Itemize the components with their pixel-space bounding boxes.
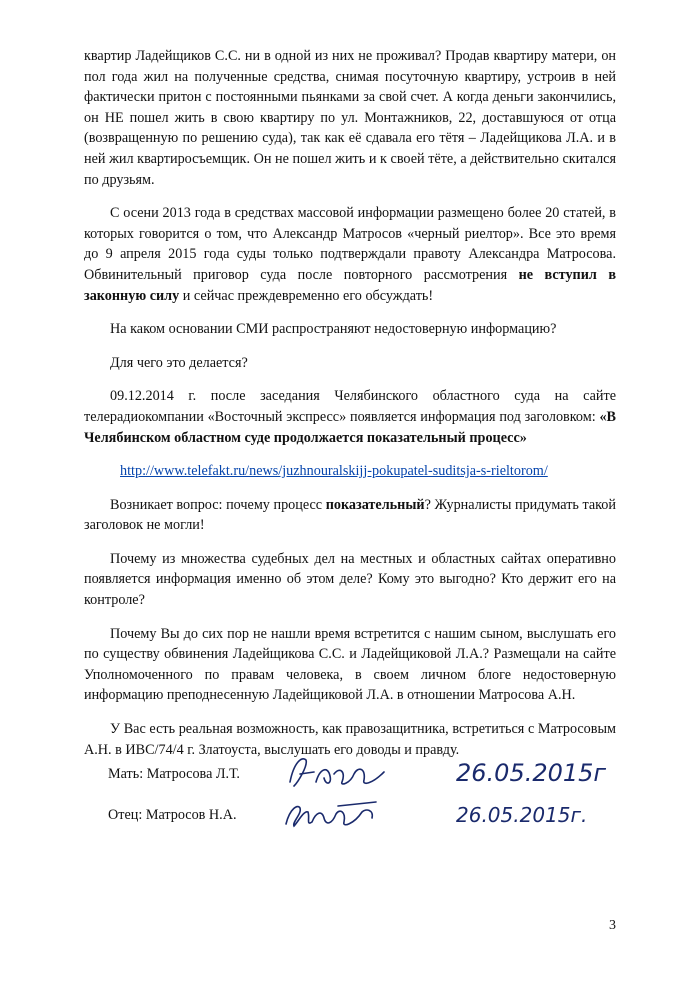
- paragraph-media-articles: [84, 203, 616, 306]
- news-link[interactable]: http://www.telefakt.ru/news/juzhnouralskijj-pokupatel-suditsja-s-rieltorom/: [120, 463, 548, 480]
- mother-handwritten-signature: [280, 752, 400, 792]
- mother-signature-label: Мать: Матросова Л.Т.: [108, 766, 240, 782]
- emphasis-text: показательный: [325, 496, 425, 513]
- paragraph-text: Возникает вопрос: почему процесс: [110, 496, 326, 513]
- paragraph-question-basis: На каком основании СМИ распространяют недостоверную информацию?: [110, 321, 557, 338]
- paragraph-text: ? Журналисты придумать такой заголовок не могли!: [84, 496, 616, 534]
- news-headline: «В Челябинском областном суде продолжается показательный процесс»: [84, 408, 616, 446]
- paragraph-news-date: [84, 386, 616, 448]
- emphasis-text: не вступил в законную силу: [84, 266, 616, 304]
- paragraph-opportunity: У Вас есть реальная возможность, как правозащитника, встретиться с Матросовым А.Н. в ИВС/74/4 г. Златоуста, выслушать его доводы и правду.: [84, 721, 616, 758]
- father-handwritten-signature: [278, 796, 398, 832]
- father-date-text: 26.05.2015г.: [456, 803, 588, 827]
- paragraph-text: С осени 2013 года в средствах массовой информации размещено более 20 статей, в которых говорится о том, что Александр Матросов «черный риелтор». Все это время до 9 апреля 2015 года суды только подтверждали правоту Александра Матросова. Обвинительный приговор суда после повторного рассмотрения: [84, 205, 616, 283]
- paragraph-text: и сейчас преждевременно его обсуждать!: [179, 287, 434, 304]
- paragraph-showcase-question: [84, 495, 616, 536]
- document-body: [84, 46, 616, 773]
- link-line: [84, 461, 616, 482]
- page-number: 3: [609, 918, 616, 933]
- mother-handwritten-date: [452, 755, 612, 791]
- father-signature-label: Отец: Матросов Н.А.: [108, 807, 237, 823]
- paragraph-text: 09.12.2014 г. после заседания Челябинского областного суда на сайте телерадиокомпании «Восточный экспресс» появляется информация под заголовком:: [84, 388, 616, 425]
- paragraph-court-cases: Почему из множества судебных дел на местных и областных сайтах оперативно появляется информация именно об этом деле? Кому это выгодно? Кто держит его на контроле?: [84, 550, 616, 609]
- paragraph-question-why: Для чего это делается?: [110, 354, 248, 371]
- father-handwritten-date: [452, 800, 612, 834]
- mother-date-text: 26.05.2015г: [456, 759, 607, 787]
- paragraph-meeting-request: Почему Вы до сих пор не нашли время встретится с нашим сыном, выслушать его по существу обвинения Ладейщикова С.С. и Ладейщиковой Л.А.? Размещали на сайте Уполномоченного по правам человека, в своем личном блоге недостоверную информацию преподнесенную Ладейщиковой Л.А. в отношении Матросова А.Н.: [84, 625, 616, 704]
- paragraph-apartments: квартир Ладейщиков С.С. ни в одной из них не проживал? Продав квартиру матери, он пол года жил на полученные средства, снимая посуточную квартиру, устроив в ней фактически притон с постоянными пьянками за свой счет. А когда деньги закончились, он НЕ пошел жить в свою квартиру по ул. Монтажников, 22, доставшуюся от отца (возвращенную по решению суда), так как её сдавала его тётя – Ладейщикова Л.А. и в ней жил квартиросъемщик. Он не пошел жить и к своей тёте, а действительно скитался по друзьям.: [84, 48, 616, 188]
